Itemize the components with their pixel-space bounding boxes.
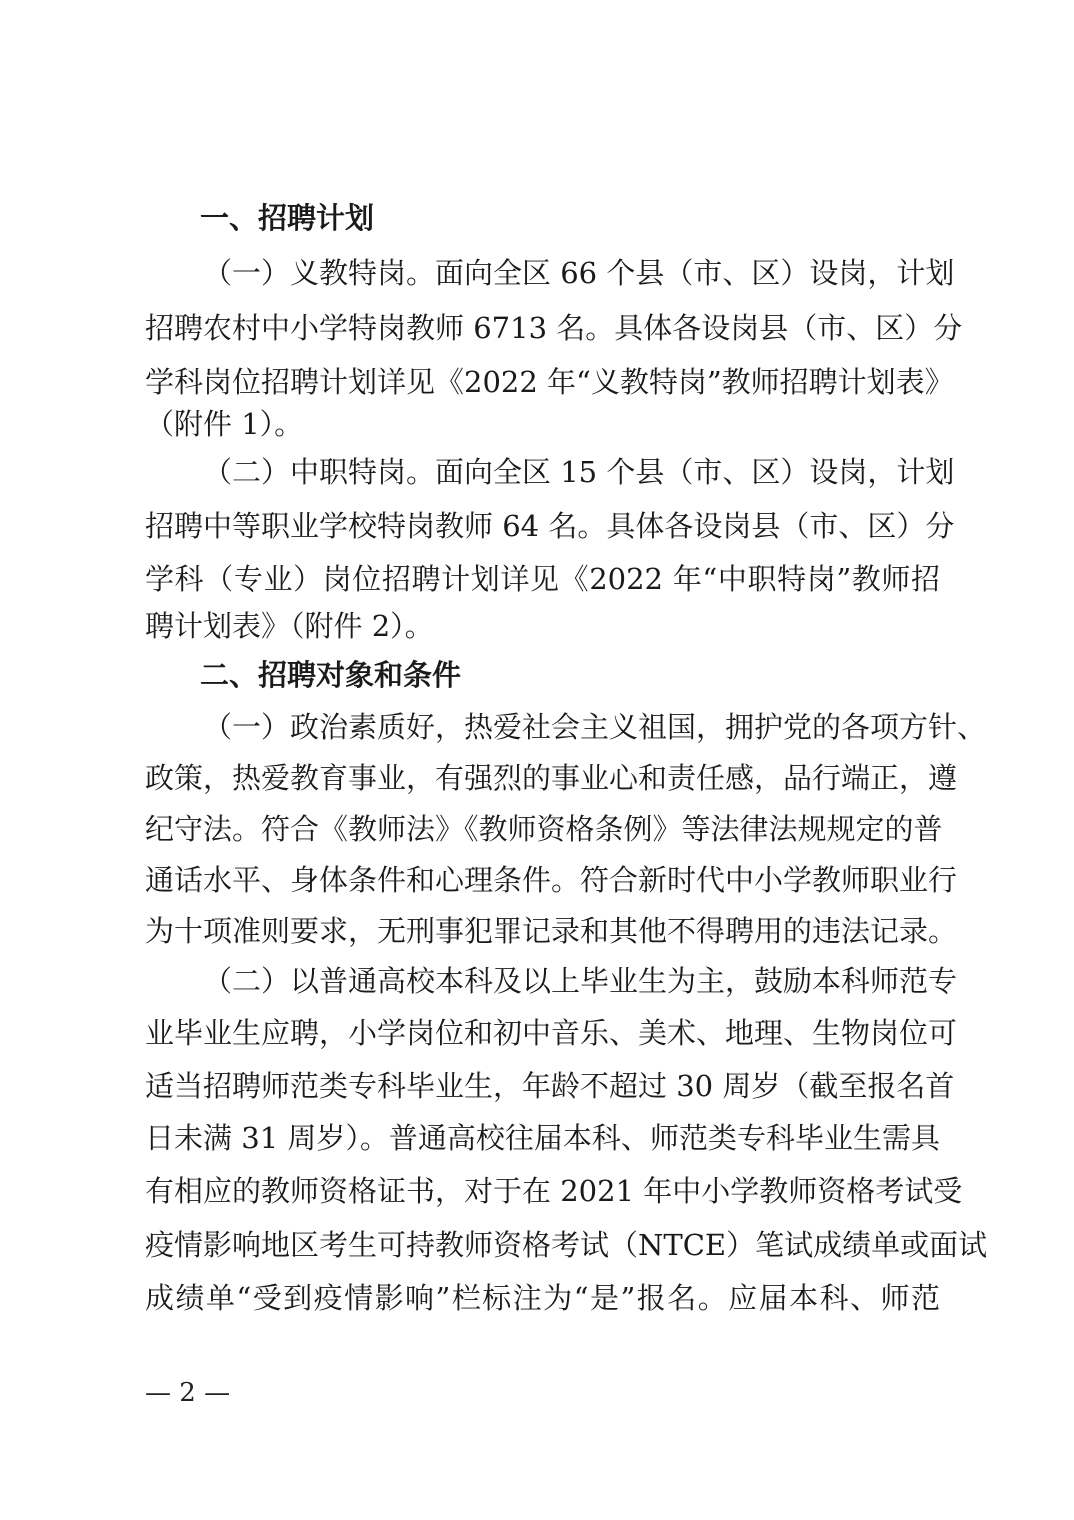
paragraph-line: 日未满 31 周岁）。普通高校往届本科、师范类专科毕业生需具	[145, 1121, 940, 1155]
paragraph-line: （一）义教特岗。面向全区 66 个县（市、区）设岗，计划	[203, 256, 955, 290]
paragraph-line: 政策，热爱教育事业，有强烈的事业心和责任感，品行端正，遵	[145, 761, 958, 795]
paragraph-line: 适当招聘师范类专科毕业生，年龄不超过 30 周岁（截至报名首	[145, 1069, 955, 1103]
paragraph-line: 疫情影响地区考生可持教师资格考试（NTCE）笔试成绩单或面试	[145, 1228, 988, 1262]
section-heading-recruitment-targets: 二、招聘对象和条件	[200, 658, 462, 692]
section-heading-recruitment-plan: 一、招聘计划	[200, 201, 375, 235]
paragraph-line: （一）政治素质好，热爱社会主义祖国，拥护党的各项方针、	[203, 710, 987, 744]
paragraph-line: 招聘农村中小学特岗教师 6713 名。具体各设岗县（市、区）分	[145, 311, 963, 345]
page-number: — 2 —	[145, 1378, 231, 1408]
paragraph-line: 通话水平、身体条件和心理条件。符合新时代中小学教师职业行	[145, 863, 958, 897]
paragraph-line: 成绩单“受到疫情影响”栏标注为“是”报名。应届本科、师范	[145, 1281, 940, 1315]
paragraph-line: （附件 1）。	[145, 407, 304, 441]
paragraph-line: 聘计划表》（附件 2）。	[145, 609, 434, 643]
paragraph-line: 招聘中等职业学校特岗教师 64 名。具体各设岗县（市、区）分	[145, 509, 955, 543]
paragraph-line: 纪守法。符合《教师法》《教师资格条例》等法律法规规定的普	[145, 812, 943, 846]
paragraph-line: 为十项准则要求，无刑事犯罪记录和其他不得聘用的违法记录。	[145, 914, 958, 948]
paragraph-line: 有相应的教师资格证书，对于在 2021 年中小学教师资格考试受	[145, 1174, 963, 1208]
paragraph-line: 学科岗位招聘计划详见《2022 年“义教特岗”教师招聘计划表》	[145, 365, 954, 399]
paragraph-line: （二）中职特岗。面向全区 15 个县（市、区）设岗，计划	[203, 455, 955, 489]
paragraph-line: 业毕业生应聘，小学岗位和初中音乐、美术、地理、生物岗位可	[145, 1016, 958, 1050]
paragraph-line: （二）以普通高校本科及以上毕业生为主，鼓励本科师范专	[203, 964, 958, 998]
paragraph-line: 学科（专业）岗位招聘计划详见《2022 年“中职特岗”教师招	[145, 562, 940, 596]
